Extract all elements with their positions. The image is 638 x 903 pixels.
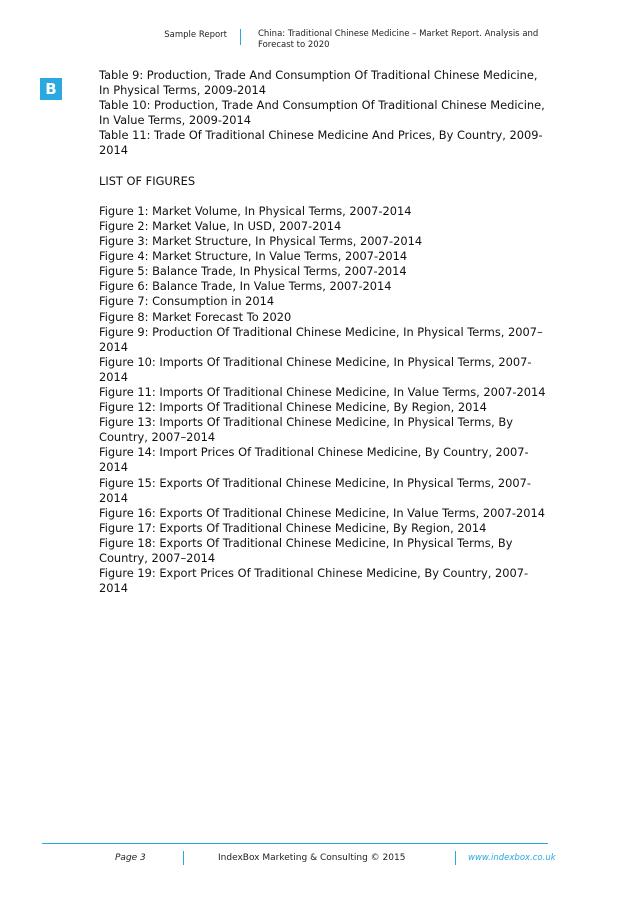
- figure-list-item: [99, 445, 539, 475]
- figure-list-item: [99, 476, 539, 506]
- figure-list-item-line: Figure 12: Imports Of Traditional Chinese Medicine, By Region, 2014: [99, 400, 487, 415]
- figure-list-item: [99, 279, 539, 294]
- figure-list-item-line: Figure 17: Exports Of Traditional Chinese Medicine, By Region, 2014: [99, 520, 487, 535]
- figure-list-item: [99, 415, 539, 445]
- figure-list-item: [99, 264, 539, 279]
- table-list-item-line: Table 9: Production, Trade And Consumption Of Traditional Chinese Medicine,: [99, 68, 538, 82]
- footer-company: IndexBox Marketing & Consulting © 2015: [218, 853, 406, 863]
- figure-list-item-line: Figure 9: Production Of Traditional Chinese Medicine, In Physical Terms, 2007–: [99, 324, 543, 339]
- table-list-item-line: In Physical Terms, 2009-2014: [99, 83, 267, 98]
- table-list-item-line: Table 11: Trade Of Traditional Chinese Medicine And Prices, By Country, 2009-: [99, 128, 543, 143]
- figure-list-item: [99, 521, 539, 536]
- figure-list-item: [99, 566, 539, 596]
- figure-list-item: [99, 384, 546, 400]
- figure-list-item-line: 2014: [99, 339, 128, 354]
- figure-list-item-line: 2014: [99, 490, 128, 505]
- header-left-label: Sample Report: [164, 30, 227, 40]
- table-list-item: [99, 98, 545, 128]
- header-title-line: Forecast to 2020: [258, 40, 330, 50]
- figure-list-item: [99, 219, 539, 234]
- header-title: [258, 29, 558, 51]
- figure-list-item-line: Figure 5: Balance Trade, In Physical Terms, 2007-2014: [99, 264, 407, 279]
- figure-list-item-line: 2014: [99, 369, 128, 384]
- figure-list-item-line: Figure 8: Market Forecast To 2020: [99, 309, 292, 324]
- footer-page-number: Page 3: [115, 853, 146, 863]
- figure-list-item-line: Figure 19: Export Prices Of Traditional Chinese Medicine, By Country, 2007-: [99, 566, 529, 581]
- figure-list-item: [99, 234, 539, 249]
- table-list-item: [99, 128, 543, 158]
- figure-list-item: [99, 310, 539, 325]
- figure-list-item: [99, 294, 539, 309]
- figure-list-item: [99, 204, 539, 219]
- figure-list-item-line: Figure 16: Exports Of Traditional Chinese Medicine, In Value Terms, 2007-2014: [99, 505, 545, 520]
- figures-heading: LIST OF FIGURES: [99, 173, 196, 188]
- figure-list-item-line: Figure 14: Import Prices Of Traditional Chinese Medicine, By Country, 2007-: [99, 445, 529, 460]
- figure-list-item-line: Country, 2007–2014: [99, 430, 216, 445]
- figure-list-item-line: Figure 7: Consumption in 2014: [99, 294, 275, 309]
- header-title-line: China: Traditional Chinese Medicine – Market Report. Analysis and: [258, 29, 539, 39]
- table-list-item-line: 2014: [99, 143, 128, 158]
- table-list-item-line: In Value Terms, 2009-2014: [99, 113, 251, 128]
- figure-list-item-line: 2014: [99, 581, 128, 596]
- figure-list-item-line: 2014: [99, 460, 128, 475]
- figure-list-item: [99, 249, 539, 264]
- header-separator: [240, 29, 241, 45]
- figure-list-item: [99, 400, 539, 415]
- figure-list-item-line: Figure 13: Imports Of Traditional Chinese Medicine, In Physical Terms, By: [99, 415, 513, 430]
- spacer: [99, 159, 539, 174]
- figure-list-item-line: Figure 11: Imports Of Traditional Chinese Medicine, In Value Terms, 2007-2014: [99, 384, 546, 399]
- footer-url-link[interactable]: www.indexbox.co.uk: [468, 853, 556, 863]
- table-list-item-line: Table 10: Production, Trade And Consumption Of Traditional Chinese Medicine,: [99, 98, 545, 113]
- figure-list-item-line: Figure 2: Market Value, In USD, 2007-2014: [99, 218, 342, 233]
- figure-list-item: [99, 355, 539, 385]
- table-list-item: [99, 68, 539, 98]
- figure-list-item: [99, 536, 539, 566]
- indexbox-logo: B: [40, 78, 62, 100]
- footer-rule: [42, 843, 548, 844]
- figure-list-item-line: Figure 1: Market Volume, In Physical Terms, 2007-2014: [99, 203, 412, 218]
- footer-separator: [455, 851, 456, 865]
- figure-list-item-line: Figure 6: Balance Trade, In Value Terms, 2007-2014: [99, 279, 392, 294]
- figure-list-item: [99, 324, 543, 355]
- footer-separator: [183, 851, 184, 865]
- figure-list-item: [99, 505, 545, 521]
- figure-list-item-line: Figure 3: Market Structure, In Physical Terms, 2007-2014: [99, 234, 423, 249]
- figure-list-item-line: Country, 2007–2014: [99, 551, 216, 565]
- document-body: [99, 68, 546, 596]
- figure-list-item-line: Figure 4: Market Structure, In Value Terms, 2007-2014: [99, 249, 408, 264]
- spacer: [99, 189, 539, 204]
- figure-list-item-line: Figure 15: Exports Of Traditional Chinese Medicine, In Physical Terms, 2007-: [99, 475, 532, 490]
- figure-list-item-line: Figure 10: Imports Of Traditional Chinese Medicine, In Physical Terms, 2007-: [99, 354, 532, 369]
- figure-list-item-line: Figure 18: Exports Of Traditional Chinese Medicine, In Physical Terms, By: [99, 535, 513, 550]
